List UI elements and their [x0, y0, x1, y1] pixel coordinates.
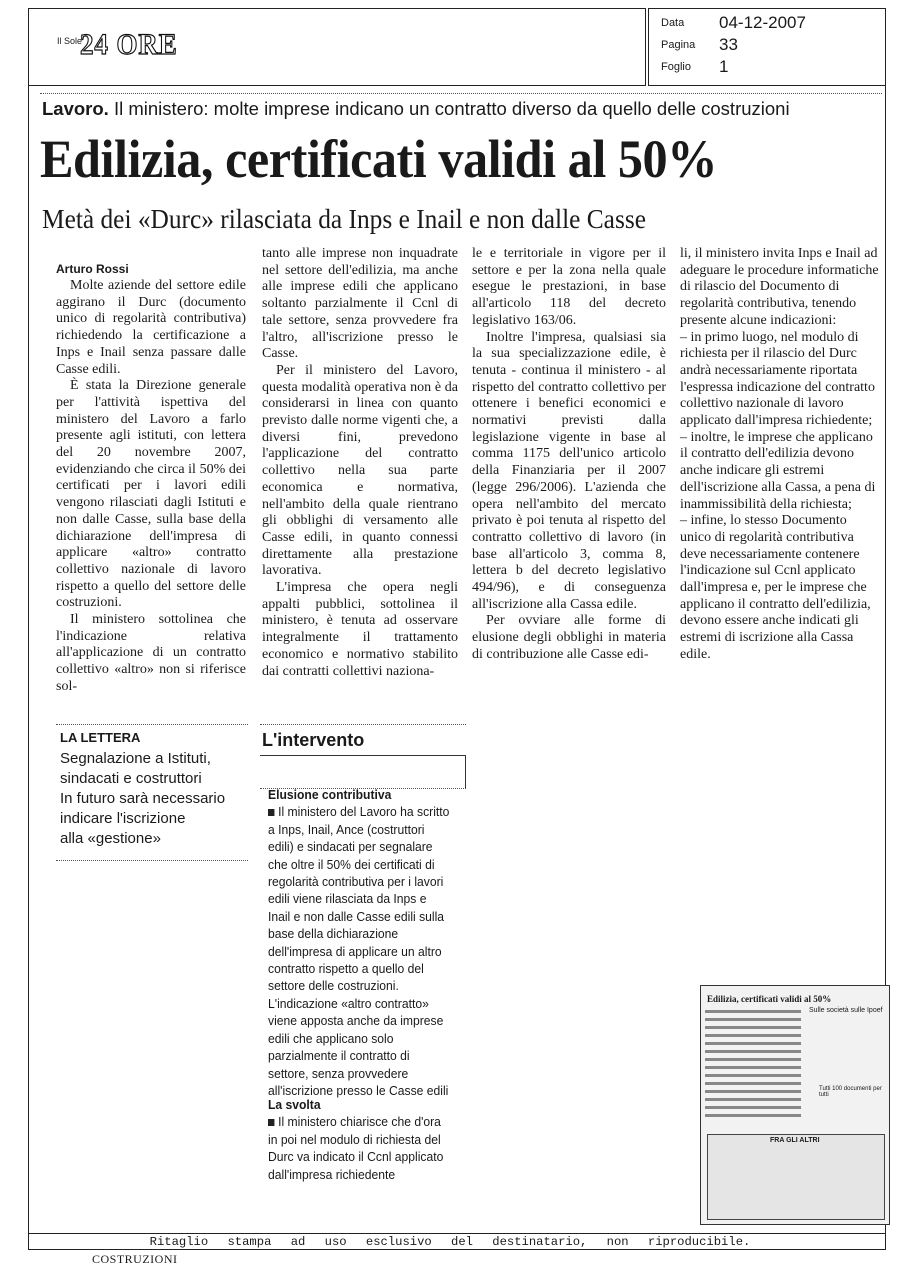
thumbnail-text-line	[705, 1050, 801, 1053]
paragraph: Molte aziende del settore edile aggirano il Durc (documento unico di regolarità contributiva) richiedendo la certificazione a Inps e Inail senza passare dalle Casse edili.	[56, 278, 246, 377]
thumbnail-text-line	[705, 1034, 801, 1037]
intervento-title: L'intervento	[262, 730, 365, 750]
headline: Edilizia, certificati validi al 50%	[40, 129, 717, 189]
thumbnail-text-line	[705, 1074, 801, 1077]
kicker-section: Lavoro.	[42, 98, 109, 119]
thumbnail-text-line	[705, 1026, 801, 1029]
pagina-label: Pagina	[661, 39, 696, 51]
intervento-subtitle: Elusione contributiva	[268, 787, 392, 802]
article-column-2	[262, 246, 458, 680]
lettera-box	[56, 730, 248, 849]
paragraph: li, il ministero invita Inps e Inail ad adeguare le procedure informatiche di rilascio del Documento di regolarità contributiva, tenendo presente alcune indicazioni:	[680, 246, 879, 328]
article-column-4	[680, 246, 880, 664]
kicker-divider	[40, 93, 882, 94]
article-column-3	[472, 246, 666, 664]
intervento-subtitle: La svolta	[268, 1097, 321, 1112]
footer-divider	[28, 1233, 886, 1234]
paragraph: tanto alle imprese non inquadrate nel settore dell'edilizia, ma anche alle imprese edili che applicano soltanto parzialmente il Ccnl di tale settore, senza provvedere fra l'altro, all'iscrizione presso le Casse.	[262, 246, 458, 362]
byline: Arturo Rossi	[56, 262, 129, 276]
data-value: 04-12-2007	[719, 13, 806, 32]
lettera-line: Segnalazione a Istituti,	[60, 750, 211, 767]
intervento-text: Il ministero chiarisce che d'ora in poi nel modulo di richiesta del Durc va indicato il Ccnl applicato dall'impresa richiedente	[268, 1114, 444, 1182]
paragraph: Per ovviare alle forme di elusione degli obblighi in materia di contribuzione alle Casse edi-	[472, 613, 666, 662]
thumbnail-text-line	[705, 1042, 801, 1045]
intervento-top-divider	[260, 724, 466, 725]
lettera-line: alla «gestione»	[60, 830, 161, 847]
thumbnail-text-line	[705, 1058, 801, 1061]
thumbnail-text-line	[705, 1114, 801, 1117]
paragraph: le e territoriale in vigore per il settore e per la zona nella quale esegue le prestazioni, in base all'articolo 118 del decreto legislativo 163/06.	[472, 246, 666, 328]
bullet-square-icon	[268, 809, 274, 816]
paragraph: – infine, lo stesso Documento unico di regolarità contributiva deve necessariamente contenere l'indicazione sul Ccnl applicato dall'impresa e, per le imprese che applicano il contratto dell'edilizia, devono essere anche indicati gli estremi di iscrizione alla Cassa edile.	[680, 513, 871, 662]
thumbnail-label: Tutti 100 documenti per tutti	[819, 1086, 882, 1098]
lettera-line: In futuro sarà necessario	[60, 790, 226, 807]
page-thumbnail	[700, 985, 890, 1225]
intervento-section-1	[268, 786, 452, 1099]
foglio-value: 1	[719, 57, 729, 76]
bullet-square-icon	[268, 1119, 274, 1126]
logo-small-text: Il Sole	[57, 36, 83, 46]
paragraph: – in primo luogo, nel modulo di richiesta per il rilascio del Durc andrà necessariamente riportata l'espressa indicazione del contratto collettivo nazionale di lavoro applicato dall'impresa richiedente;	[680, 329, 875, 429]
intervento-section-2	[268, 1096, 452, 1183]
thumbnail-text-line	[705, 1090, 801, 1093]
thumbnail-text-line	[705, 1010, 801, 1013]
article-column-1	[56, 278, 246, 696]
lettera-top-divider	[56, 724, 248, 725]
paragraph: Inoltre l'impresa, qualsiasi sia la sua specializzazione edile, è tenuta - continua il ministero - al rispetto del contratto collettivo per ottenere i benefici economici e normativi previsti dalla legislazione vigente in base al comma 1175 dell'unico articolo della Finanziaria per il 2007 (legge 296/2006). L'azienda che opera nell'ambito del mercato privato è poi tenuta al rispetto del contratto collettivo di lavoro (in base all'articolo 3, comma 8, lettera b del decreto legislativo 494/96), e di conseguenza all'iscrizione alla Cassa edile.	[472, 329, 666, 612]
lettera-line: sindacati e costruttori	[60, 770, 202, 787]
thumbnail-text-line	[705, 1098, 801, 1101]
thumbnail-lower-box	[707, 1134, 885, 1220]
footer-notice: Ritaglio stampa ad uso esclusivo del destinatario, non riproducibile.	[149, 1235, 751, 1249]
pagina-value: 33	[719, 35, 738, 54]
paragraph: Per il ministero del Lavoro, questa modalità operativa non è da considerarsi in linea con quanto previsto dalle norme vigenti che, a diversi fini, prevedono l'applicazione del contratto collettivo nella sua parte economica e normativa, nell'ambito della quale rientrano gli obblighi di versamento alle Casse edili, in quanto connessi direttamente alla prestazione lavorativa.	[262, 362, 458, 579]
newspaper-logo: 24 ORE	[80, 28, 178, 61]
lettera-bottom-divider	[56, 860, 248, 861]
thumbnail-text-line	[705, 1106, 801, 1109]
thumbnail-headline: Edilizia, certificati validi al 50%	[707, 994, 832, 1004]
paragraph: È stata la Direzione generale per l'attività ispettiva del ministero del Lavoro a farlo presente agli istituti, con lettera del 20 novembre 2007, evidenziando che circa il 50% dei certificati per i lavori edili vengono rilasciati dagli Istituti e non dalle Casse, sulla base della dichiarazione dell'impresa di applicare «altro» contratto collettivo nazionale di lavoro rispetto a quello del settore delle costruzioni.	[56, 378, 246, 611]
thumbnail-lower-title: FRA GLI ALTRI	[770, 1137, 820, 1144]
section-label: COSTRUZIONI	[92, 1252, 178, 1266]
paragraph: Il ministero sottolinea che l'indicazione relativa all'applicazione di un contratto collettivo «altro» non si riferisce sol-	[56, 612, 246, 694]
foglio-label: Foglio	[661, 61, 691, 73]
kicker	[42, 98, 790, 120]
subheadline: Metà dei «Durc» rilasciata da Inps e Inail e non dalle Casse	[42, 204, 646, 234]
data-label: Data	[661, 17, 685, 29]
thumbnail-side-title: Sulle società sulle Ipoef	[809, 1007, 883, 1014]
lettera-title: LA LETTERA	[60, 730, 141, 745]
intervento-frame	[260, 755, 466, 789]
kicker-text: Il ministero: molte imprese indicano un contratto diverso da quello delle costruzioni	[113, 98, 790, 119]
paragraph: – inoltre, le imprese che applicano il contratto dell'edilizia devono anche indicare gli estremi dell'iscrizione alla Cassa, a pena di inammissibilità della richiesta;	[680, 429, 876, 512]
thumbnail-text-line	[705, 1082, 801, 1085]
paragraph: L'impresa che opera negli appalti pubblici, sottolinea il ministero, è tenuta ad osservare integralmente il trattamento economico e normativo stabilito dai contratti collettivi naziona-	[262, 580, 458, 679]
thumbnail-text-line	[705, 1018, 801, 1021]
lettera-line: indicare l'iscrizione	[60, 810, 186, 827]
thumbnail-text-line	[705, 1066, 801, 1069]
info-box	[648, 8, 886, 86]
intervento-text: Il ministero del Lavoro ha scritto a Inps, Inail, Ance (costruttori edili) e sindacati per segnalare che oltre il 50% dei certificati di regolarità contributiva per i lavori edili viene rilasciata da Inps e Inail e non dalle Casse edili sulla base della dichiarazione dell'impresa di applicare un altro contratto rispetto a quello del settore delle costruzioni. L'indicazione «altro contratto» viene apposta anche da imprese edili che applicano solo parzialmente il contratto di settore, senza provvedere all'iscrizione presso le Casse edili	[268, 804, 450, 1098]
